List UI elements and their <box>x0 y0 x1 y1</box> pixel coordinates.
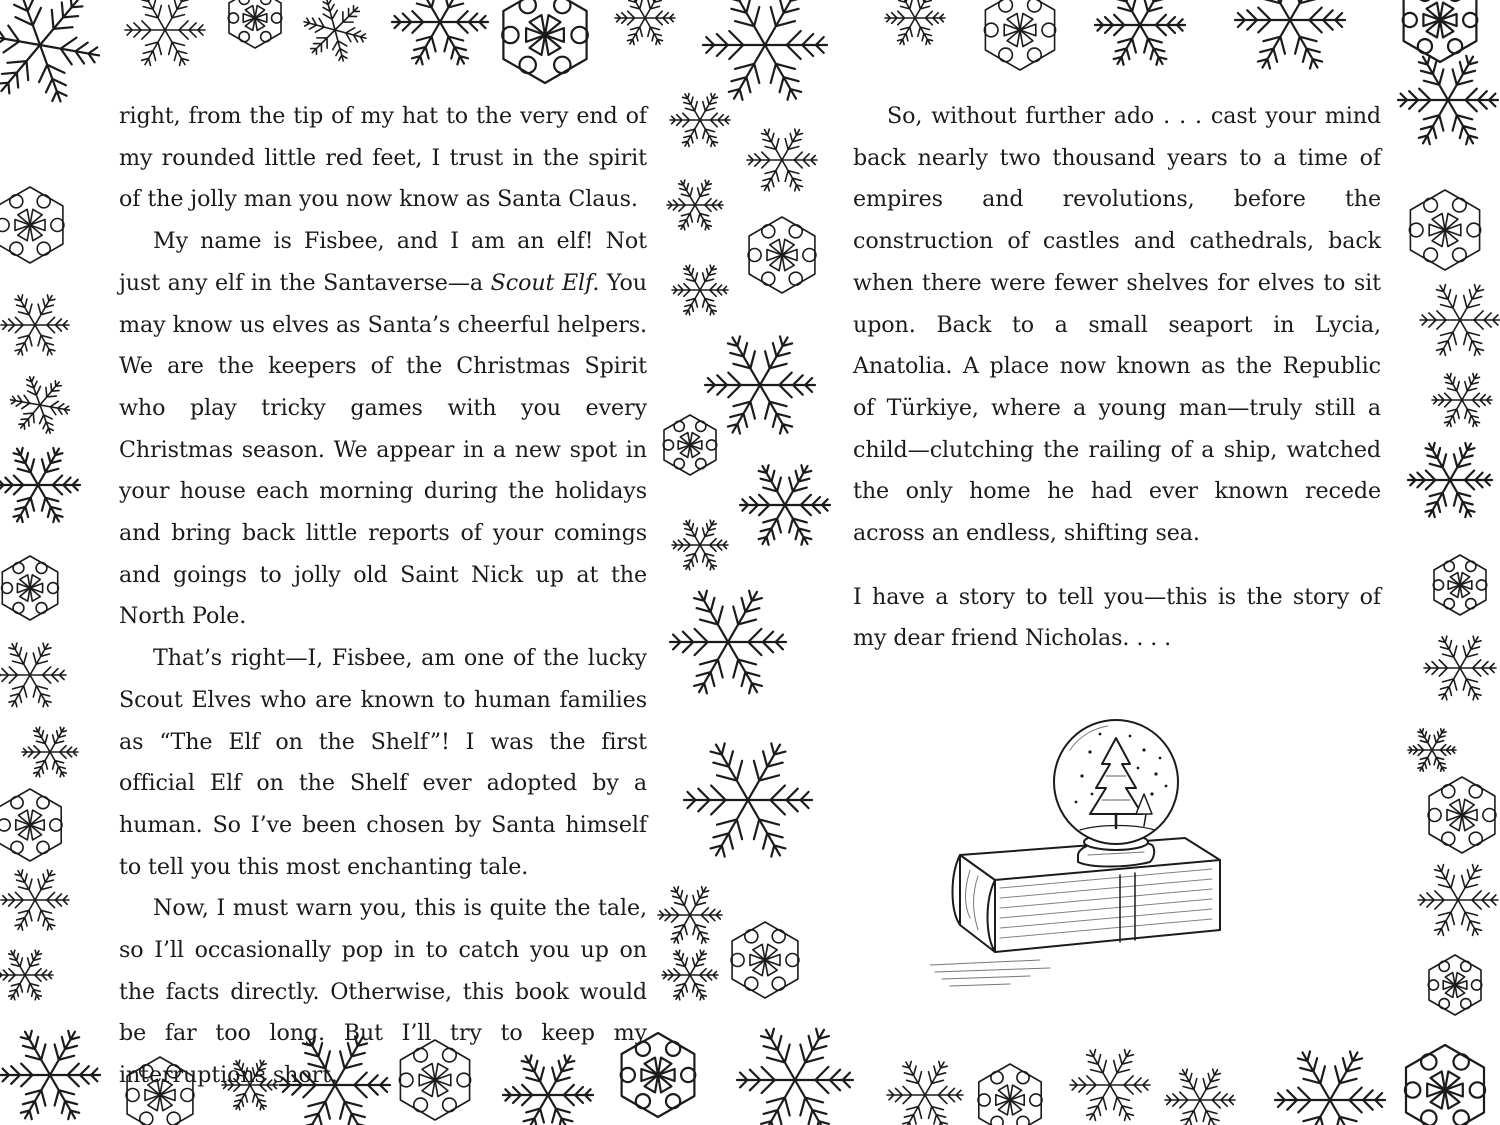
snowflake-icon <box>670 94 730 147</box>
snowflake-icon <box>684 743 812 856</box>
snowflake-icon <box>1 870 69 930</box>
snowflake-icon <box>747 129 817 191</box>
snowflake-icon <box>1398 56 1498 144</box>
left-paragraph-2 <box>119 221 647 638</box>
snowflake-icon <box>297 0 373 66</box>
snowflake-icon <box>740 465 830 545</box>
snowflake-icon <box>1403 0 1478 62</box>
snowflake-icon <box>1409 190 1480 270</box>
snowflake-icon <box>672 520 728 570</box>
left-paragraph-3: That’s right—I, Fisbee, am one of the lucky Scout Elves who are known to human families as “The Elf on the Shelf”! I was the first official Elf on the Shelf ever adopted by a human. So I’ve been chosen by Santa himself to tell you this most enchanting tale. <box>119 645 647 880</box>
snowflake-icon <box>670 591 786 694</box>
snow-globe-icon <box>930 690 1230 1030</box>
snowflake-icon <box>1 295 69 355</box>
snowflake-icon <box>0 448 80 522</box>
right-page-text <box>853 96 1381 660</box>
snowflake-icon <box>978 1064 1042 1125</box>
snowflake-icon <box>615 0 675 45</box>
right-paragraph-2: I have a story to tell you—this is the story of my dear friend Nicholas. . . . <box>853 583 1381 652</box>
snowflake-icon <box>672 265 728 315</box>
snowflake-icon <box>1165 1069 1235 1125</box>
snowflake-icon <box>1408 729 1456 771</box>
snowflake-icon <box>502 0 588 83</box>
snowflake-icon <box>984 0 1055 70</box>
snowflake-icon <box>731 922 799 998</box>
snowflake-icon <box>737 1029 853 1125</box>
snowflake-icon <box>885 0 945 45</box>
snowflake-icon <box>1405 1045 1485 1125</box>
snowflake-icon <box>125 0 205 65</box>
snowflake-icon <box>705 336 815 433</box>
snowflake-icon <box>1275 1051 1385 1125</box>
snowflake-icon <box>667 180 723 230</box>
snowflake-icon <box>0 789 62 861</box>
right-paragraph-1: So, without further ado . . . cast your mind back nearly two thousand years to a time of empires and revolutions, before the construction of castles and cathedrals, back when there were fewer shelves for elves to sit upon. Back to a small seaport in Lycia, Anatolia. A place now known as the Republic of Türkiye, where a young man—truly still a child—clutching the railing of a ship, watched the only home he had ever known recede across an endless, shifting sea. <box>853 103 1381 547</box>
snowflake-icon <box>1408 443 1492 517</box>
snowflake-icon <box>1424 636 1496 700</box>
snowflake-icon <box>663 415 716 475</box>
snowflake-icon <box>0 950 53 1000</box>
snowflake-icon <box>1235 0 1345 69</box>
left-paragraph-1: right, from the tip of my hat to the very end of my rounded little red feet, I trust in the spirit of the jolly man you now know as Santa Claus. <box>119 103 647 213</box>
snowflake-icon <box>887 1061 963 1125</box>
snowflake-icon <box>1432 374 1492 427</box>
snowflake-icon <box>1428 777 1496 853</box>
snowflake-icon <box>228 0 281 48</box>
snowflake-icon <box>662 950 718 1000</box>
snowflake-icon <box>6 374 74 437</box>
snowflake-icon <box>1428 955 1481 1015</box>
snowflake-icon <box>658 887 722 944</box>
snowflake-icon <box>392 0 488 64</box>
snowflake-icon <box>1070 1050 1150 1121</box>
left-page-text <box>119 96 647 1097</box>
snowflake-icon <box>2 556 59 620</box>
snowflake-icon <box>1095 0 1185 65</box>
snowflake-icon <box>1433 555 1486 615</box>
snowflake-icon <box>0 1031 100 1119</box>
snowflake-icon <box>0 643 66 707</box>
left-paragraph-4: Now, I must warn you, this is quite the tale, so I’ll occasionally pop in to catch you up on the facts directly. Otherwise, this book would be far too long. But I’ll try to keep my interruptions short. <box>119 895 647 1089</box>
snowflake-icon <box>1420 285 1500 356</box>
left-paragraph-2-start: My name is Fisbee, and I am an elf! Not just any elf in the Santaverse—a <box>119 228 647 296</box>
snowflake-icon <box>748 217 816 293</box>
snowflake-icon <box>22 727 78 777</box>
snowflake-icon <box>703 0 827 100</box>
left-paragraph-2-end: You may know us elves as Santa’s cheerful helpers. We are the keepers of the Christmas Spirit who play tricky games with you every Christmas season. We appear in a new spot in your house each morning during the holidays and bring back little reports of your comings and goings to jolly old Saint Nick up at the North Pole. <box>119 269 647 630</box>
snowflake-icon <box>0 187 64 263</box>
snowflake-icon <box>1418 865 1498 936</box>
scout-elf-emphasis: Scout Elf. <box>490 269 600 296</box>
snowflake-icon <box>0 0 108 108</box>
